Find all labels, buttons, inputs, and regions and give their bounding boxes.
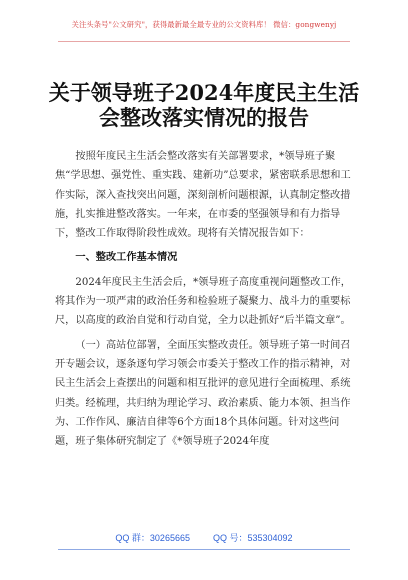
qq-group-number: 30265665	[149, 533, 190, 543]
qq-number-value: 535304092	[247, 533, 293, 543]
header-divider	[58, 41, 350, 42]
footer-contact	[0, 531, 408, 544]
body-paragraph: 2024年度民主生活会后，*领导班子高度重视问题整改工作，将其作为一项严肃的政治任务和检验班子凝聚力、战斗力的重要标尺，以高度的政治自觉和行动自觉，全力以赴抓好“后半篇文章”。	[55, 276, 351, 327]
footer-divider	[58, 549, 350, 550]
qq-number-label: QQ 号：	[213, 533, 248, 543]
section-heading: 一、整改工作基本情况	[75, 251, 178, 264]
body-paragraph: （一）高站位部署，全面压实整改责任。领导班子第一时间召开专题会议，逐条逐句学习领会市委关于整改工作的指示精神，对民主生活会上查摆出的问题和相互批评的意见进行全面梳理、系统归类。经梳理，共归纳为理论学习、政治素质、能力本领、担当作为、工作作风、廉洁自律等6个方面18个具体问题。针对这些问题，班子集体研究制定了《*领导班子2024年度	[55, 339, 351, 448]
intro-paragraph: 按照年度民主生活会整改落实有关部署要求，*领导班子聚焦“学思想、强党性、重实践、建新功”总要求，紧密联系思想和工作实际，深入查找突出问题，深刻剖析问题根源，认真制定整改措施，扎实推进整改落实。一年来，在市委的坚强领导和有力指导下，整改工作取得阶段性成效。现将有关情况报告如下：	[55, 151, 351, 240]
qq-group-label: QQ 群：	[115, 533, 150, 543]
document-title: 关于领导班子2024年度民主生活会整改落实情况的报告	[48, 80, 360, 130]
document-body	[55, 147, 351, 451]
header-notice: 关注头条号"公文研究"，获得最新最全最专业的公文资料库！ 微信：gongwenyj	[71, 20, 337, 29]
